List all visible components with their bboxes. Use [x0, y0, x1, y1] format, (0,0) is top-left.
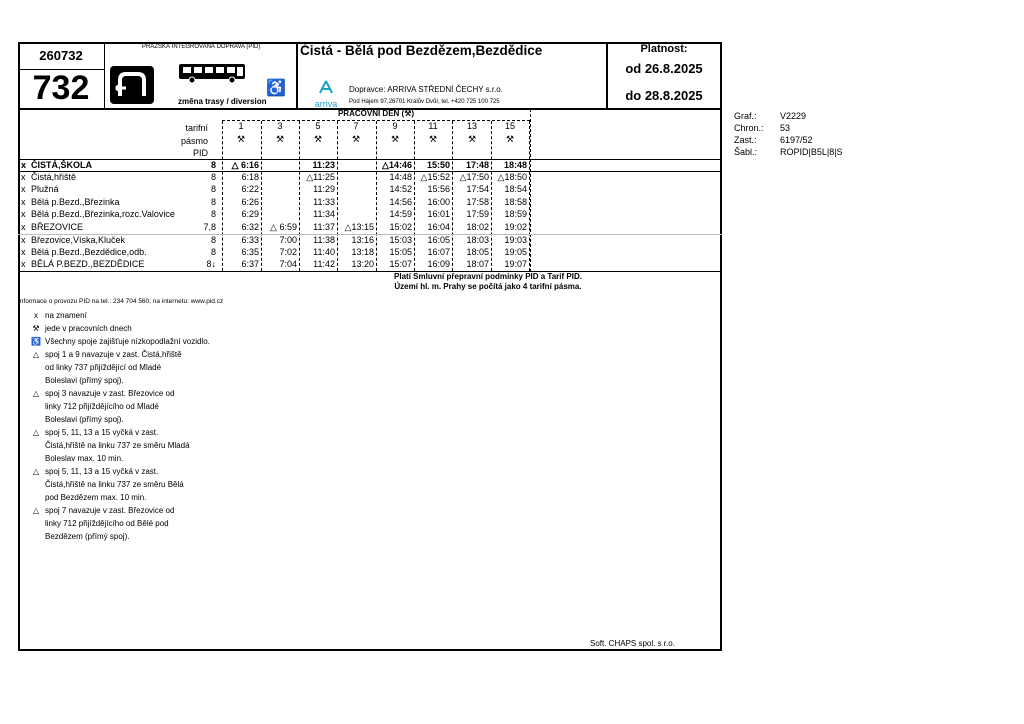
notice-2: Území hl. m. Prahy se počítá jako 4 tarifní pásma. — [394, 282, 582, 291]
departure-time: 6:32 — [241, 222, 259, 232]
departure-time: 14:48 — [389, 172, 412, 182]
legend-text: od linky 737 přijíždějící od Mladé — [45, 363, 162, 372]
zone-header-line: pásmo — [180, 135, 208, 146]
zone-header-line: tarifní — [185, 123, 208, 133]
departure-time: 15:56 — [427, 184, 450, 194]
stop-name: Bělá p.Bezd.,Březinka — [31, 197, 120, 207]
legend-text: spoj 5, 11, 13 a 15 vyčká v zast. — [45, 428, 159, 437]
stop-request-flag: x — [21, 184, 26, 194]
table-line — [18, 159, 722, 160]
departure-time: 14:52 — [389, 184, 412, 194]
legend-symbol: △ — [32, 506, 40, 515]
departure-time: 15:02 — [389, 222, 412, 232]
departure-time: △11:25 — [306, 172, 335, 182]
departure-time: 17:59 — [466, 209, 489, 219]
departure-time: 15:05 — [389, 247, 412, 257]
stop-request-flag: x — [21, 160, 27, 170]
stop-zone: 8 — [210, 160, 216, 170]
workday-icon: ⚒ — [428, 134, 438, 144]
trip-number: 7 — [353, 121, 359, 131]
departure-time: 15:03 — [389, 235, 412, 245]
workday-icon: ⚒ — [390, 134, 400, 144]
workday-icon: ⚒ — [275, 134, 285, 144]
stop-request-flag: x — [21, 259, 26, 269]
stop-name: Čistá,hřiště — [31, 172, 77, 182]
legend-symbol: △ — [32, 389, 40, 398]
departure-time: △18:50 — [497, 172, 527, 182]
arriva-logo-text: arriva — [314, 99, 338, 109]
notice-1: Platí Smluvní přepravní podmínky PID a Tarif PID. — [394, 272, 582, 281]
departure-time: 18:48 — [503, 160, 527, 170]
zone-header — [150, 122, 208, 160]
departure-time: 15:50 — [426, 160, 450, 170]
legend-symbol: △ — [32, 467, 40, 476]
legend-symbol: x — [34, 311, 38, 320]
software-credit: Soft. CHAPS spol. s r.o. — [590, 639, 675, 648]
departure-time: 13:18 — [351, 247, 374, 257]
legend-text: jede v pracovních dnech — [45, 324, 132, 333]
zone-header-line: PID — [192, 148, 208, 158]
header-divider — [296, 42, 298, 109]
legend-text: spoj 1 a 9 navazuje v zast. Čistá,hřiště — [45, 350, 182, 359]
route-title: Čistá - Bělá pod Bezdězem,Bezdědice — [300, 43, 543, 58]
meta-label: Zast.: — [734, 135, 757, 145]
departure-time: 11:33 — [313, 197, 335, 207]
stop-request-flag: x — [21, 197, 26, 207]
table-right-border — [530, 109, 531, 272]
legend-text: spoj 7 navazuje v zast. Březovice od — [45, 506, 175, 515]
carrier: Dopravce: ARRIVA STŘEDNÍ ČECHY s.r.o. — [349, 85, 503, 94]
valid-from: od 26.8.2025 — [625, 61, 703, 76]
table-line — [18, 171, 722, 172]
stop-zone: 7,8 — [203, 222, 216, 232]
departure-time: 18:54 — [504, 184, 527, 194]
stop-request-flag: x — [21, 209, 26, 219]
meta-label: Chron.: — [734, 123, 764, 133]
departure-time: 11:40 — [313, 247, 335, 257]
departure-time: 11:42 — [313, 259, 335, 269]
departure-time: 11:38 — [313, 235, 335, 245]
departure-time: 11:37 — [313, 222, 335, 232]
trip-number: 5 — [315, 121, 321, 131]
departure-time: 6:22 — [241, 184, 259, 194]
trip-number: 13 — [466, 121, 477, 131]
departure-time: 7:02 — [279, 247, 297, 257]
departure-time: 17:58 — [466, 197, 489, 207]
validity-label: Platnost: — [640, 43, 688, 55]
legend-symbol: ♿ — [31, 337, 41, 346]
workday-icon: ⚒ — [313, 134, 323, 144]
departure-time: 17:48 — [465, 160, 489, 170]
departure-time: 19:07 — [504, 259, 527, 269]
wheelchair-icon: ♿ — [266, 80, 286, 97]
departure-time: 6:37 — [241, 259, 259, 269]
stop-request-flag: x — [21, 172, 26, 182]
departure-time: 14:59 — [389, 209, 412, 219]
meta-value: 6197/52 — [780, 135, 813, 145]
stop-request-flag: x — [21, 222, 26, 232]
stop-request-flag: x — [21, 247, 26, 257]
departure-time: 16:01 — [427, 209, 450, 219]
bus-icon — [178, 62, 246, 84]
departure-time: 6:29 — [241, 209, 259, 219]
stop-zone: 8 — [210, 247, 216, 257]
diversion-icon — [110, 66, 154, 104]
departure-time: 18:59 — [504, 209, 527, 219]
legend-text: linky 712 přijíždějícího od Bělé pod — [45, 519, 169, 528]
workday-icon: ⚒ — [505, 134, 515, 144]
trip-number: 11 — [428, 121, 438, 131]
stop-name: Plužná — [31, 184, 59, 194]
legend-text: na znamení — [45, 311, 87, 320]
departure-time: 16:00 — [427, 197, 450, 207]
legend-text: Čistá,hřiště na linku 737 ze směru Bělá — [45, 480, 184, 489]
stop-name: BŘEZOVICE — [31, 222, 84, 232]
contact-info: Informace o provozu PID na tel.: 234 704 560; na internetu: www.pid.cz — [18, 298, 224, 305]
departure-time: △14:46 — [382, 160, 412, 170]
departure-time: △15:52 — [420, 172, 450, 182]
stop-zone: 8 — [210, 209, 216, 219]
departure-time: 13:16 — [351, 235, 374, 245]
legend-text: Všechny spoje zajišťuje nízkopodlažní vozidlo. — [45, 337, 210, 346]
departure-time: 18:02 — [466, 222, 489, 232]
legend-text: Boleslav max. 10 min. — [45, 454, 124, 463]
departure-time: 16:05 — [427, 235, 450, 245]
departure-time: 19:05 — [504, 247, 527, 257]
trip-number: 1 — [238, 121, 244, 131]
legend-symbol: △ — [32, 428, 40, 437]
stop-request-flag: x — [21, 235, 26, 245]
departure-time: 6:35 — [241, 247, 259, 257]
departure-time: 18:05 — [466, 247, 489, 257]
trip-number: 15 — [504, 121, 515, 131]
meta-value: V2229 — [780, 111, 807, 121]
departure-time: 18:03 — [466, 235, 489, 245]
departure-time: △17:50 — [459, 172, 489, 182]
meta-label: Šabl.: — [734, 147, 758, 157]
departure-time: △13:15 — [344, 222, 374, 232]
meta-label: Graf.: — [734, 111, 757, 121]
line-id: 260732 — [39, 48, 83, 63]
legend-text: spoj 3 navazuje v zast. Březovice od — [45, 389, 175, 398]
trip-number: 9 — [392, 121, 398, 131]
stop-zone: 8 — [210, 184, 216, 194]
carrier-address: Pod Hájem 97,26701 Králův Dvůr, tel. +420 725 100 725 — [349, 99, 500, 105]
arriva-logo — [308, 80, 344, 109]
departure-time: 18:07 — [466, 259, 489, 269]
legend-text: Boleslavi (přímý spoj). — [45, 415, 124, 424]
legend-symbol: △ — [32, 350, 40, 359]
diversion-label: změna trasy / diversion — [178, 97, 267, 106]
legend-symbol: ⚒ — [32, 324, 40, 333]
meta-value: 53 — [780, 123, 791, 133]
legend-text: spoj 5, 11, 13 a 15 vyčká v zast. — [45, 467, 159, 476]
stop-name: Bělá p.Bezd.,Březinka,rozc.Valovice — [31, 209, 175, 219]
operator-system: PRAŽSKÁ INTEGROVANÁ DOPRAVA (PID) — [142, 44, 261, 50]
departure-time: 19:02 — [504, 222, 527, 232]
stop-name: ČISTÁ,ŠKOLA — [31, 160, 93, 170]
stop-name: Bělá p.Bezd.,Bezdědice,odb. — [31, 247, 147, 257]
column-divider — [529, 121, 530, 271]
stop-name: BĚLÁ P.BEZD.,BEZDĚDICE — [31, 259, 145, 269]
workday-icon: ⚒ — [236, 134, 246, 144]
legend-text: Boleslavi (přímý spoj). — [45, 376, 124, 385]
legend-text: linky 712 přijíždějícího od Mladé — [45, 402, 159, 411]
departure-time: 7:00 — [279, 235, 297, 245]
departure-time: 16:07 — [427, 247, 450, 257]
meta-value: ROPID|B5L|8|S — [780, 147, 843, 157]
stop-zone: 8↓ — [206, 259, 216, 269]
trip-number: 3 — [277, 121, 283, 131]
stop-name: Březovice,Víska,Kluček — [31, 235, 126, 245]
legend-text: pod Bezdězem max. 10 min. — [45, 493, 147, 502]
departure-time: 17:54 — [466, 184, 489, 194]
workday-icon: ⚒ — [467, 134, 477, 144]
departure-time: 7:04 — [279, 259, 297, 269]
legend-text: Bezdězem (přímý spoj). — [45, 532, 130, 541]
stop-zone: 8 — [210, 235, 216, 245]
day-label: PRACOVNÍ DEN (⚒) — [337, 109, 415, 118]
workday-icon: ⚒ — [351, 134, 361, 144]
table-line — [18, 271, 722, 272]
departure-time: 11:29 — [313, 184, 335, 194]
valid-to: do 28.8.2025 — [625, 88, 703, 103]
stop-zone: 8 — [210, 197, 216, 207]
departure-time: 13:20 — [351, 259, 374, 269]
departure-time: 6:33 — [241, 235, 259, 245]
departure-time: 16:09 — [427, 259, 450, 269]
departure-time: 6:26 — [241, 197, 259, 207]
departure-time: 15:07 — [389, 259, 412, 269]
departure-time: 6:18 — [241, 172, 259, 182]
line-number: 732 — [32, 69, 90, 107]
departure-time: 11:34 — [313, 209, 335, 219]
departure-time: 11:23 — [312, 160, 335, 170]
stop-zone: 8 — [210, 172, 216, 182]
header-divider — [104, 42, 105, 109]
departure-time: 16:04 — [427, 222, 450, 232]
departure-time: 19:03 — [504, 235, 527, 245]
departure-time: 18:58 — [504, 197, 527, 207]
departure-time: △ 6:16 — [231, 160, 259, 170]
departure-time: △ 6:59 — [270, 222, 297, 232]
departure-time: 14:56 — [389, 197, 412, 207]
legend-text: Čistá,hřiště na linku 737 ze směru Mladá — [45, 441, 190, 450]
